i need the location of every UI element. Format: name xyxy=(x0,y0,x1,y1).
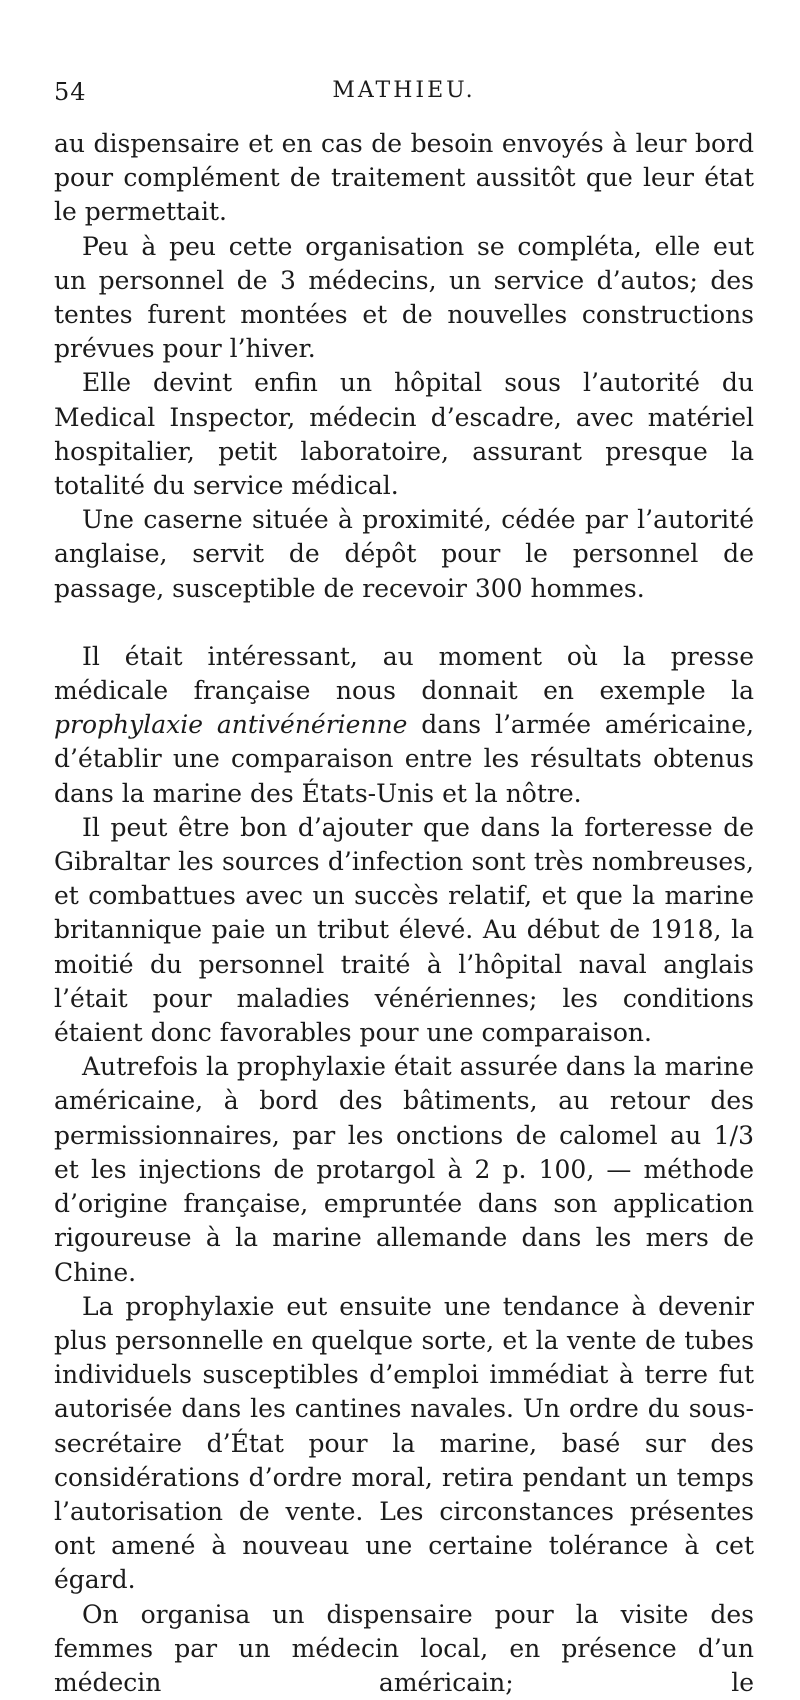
paragraph-gibraltar: Il peut être bon d’ajouter que dans la forteresse de Gibraltar les sources d’infection sont très nombreuses, et combattues avec un succès relatif, et que la marine britannique paie un tribut élevé. Au début de 1918, la moitié du personnel traité à l’hôpital naval anglais l’était pour maladies vénériennes; les conditions étaient donc favorables pour une comparaison. xyxy=(54,812,754,1048)
paragraph-tendance: La prophylaxie eut ensuite une tendance à devenir plus personnelle en quelque sorte, et la vente de tubes individuels susceptibles d’emploi immédiat à terre fut autorisée dans les cantines navales. Un ordre du sous-secrétaire d’État pour la marine, basé sur des considérations d’ordre moral, retira pendant un temps l’autorisation de vente. Les circonstances présentes ont amené à nouveau une certaine tolérance à cet égard. xyxy=(54,1291,754,1595)
paragraph-caserne: Une caserne située à proximité, cédée par l’autorité anglaise, servit de dépôt pour le personnel de passage, susceptible de recevoir 300 hommes. xyxy=(54,505,754,603)
body-text xyxy=(54,127,754,1700)
paragraph-comparaison-start: Il était intéressant, au moment où la presse médicale française nous donnait en exemple la xyxy=(54,641,754,706)
paragraph-hopital: Elle devint enfin un hôpital sous l’autorité du Medical Inspector, médecin d’escadre, avec matériel hospitalier, petit laboratoire, assurant presque la totalité du service médical. xyxy=(54,368,754,501)
paragraph-organisation: Peu à peu cette organisation se compléta, elle eut un personnel de 3 médecins, un service d’autos; des tentes furent montées et de nouvelles constructions prévues pour l’hiver. xyxy=(54,231,754,364)
page-number: 54 xyxy=(54,78,87,106)
page-header xyxy=(54,78,754,118)
running-head: MATHIEU. xyxy=(332,78,476,103)
paragraph-dispensaire: On organisa un dispensaire pour la visite des femmes par un médecin local, en présence d’un médecin américain; le xyxy=(54,1599,754,1697)
paragraph-comparaison xyxy=(54,640,754,811)
italic-term: prophylaxie antivénérienne xyxy=(54,710,408,740)
paragraph-comparaison-end: dans l’armée américaine, d’établir une comparaison entre les résultats obtenus dans la marine des États-Unis et la nôtre. xyxy=(54,710,754,808)
paragraph-continuation: au dispensaire et en cas de besoin envoyés à leur bord pour complément de traitement aussitôt que leur état le permettait. xyxy=(54,129,754,227)
paragraph-autrefois: Autrefois la prophylaxie était assurée dans la marine américaine, à bord des bâtiments, au retour des permissionnaires, par les onctions de calomel au 1/3 et les injections de protargol à 2 p. 100, — méthode d’origine française, empruntée dans son application rigoureuse à la marine allemande dans les mers de Chine. xyxy=(54,1052,754,1287)
